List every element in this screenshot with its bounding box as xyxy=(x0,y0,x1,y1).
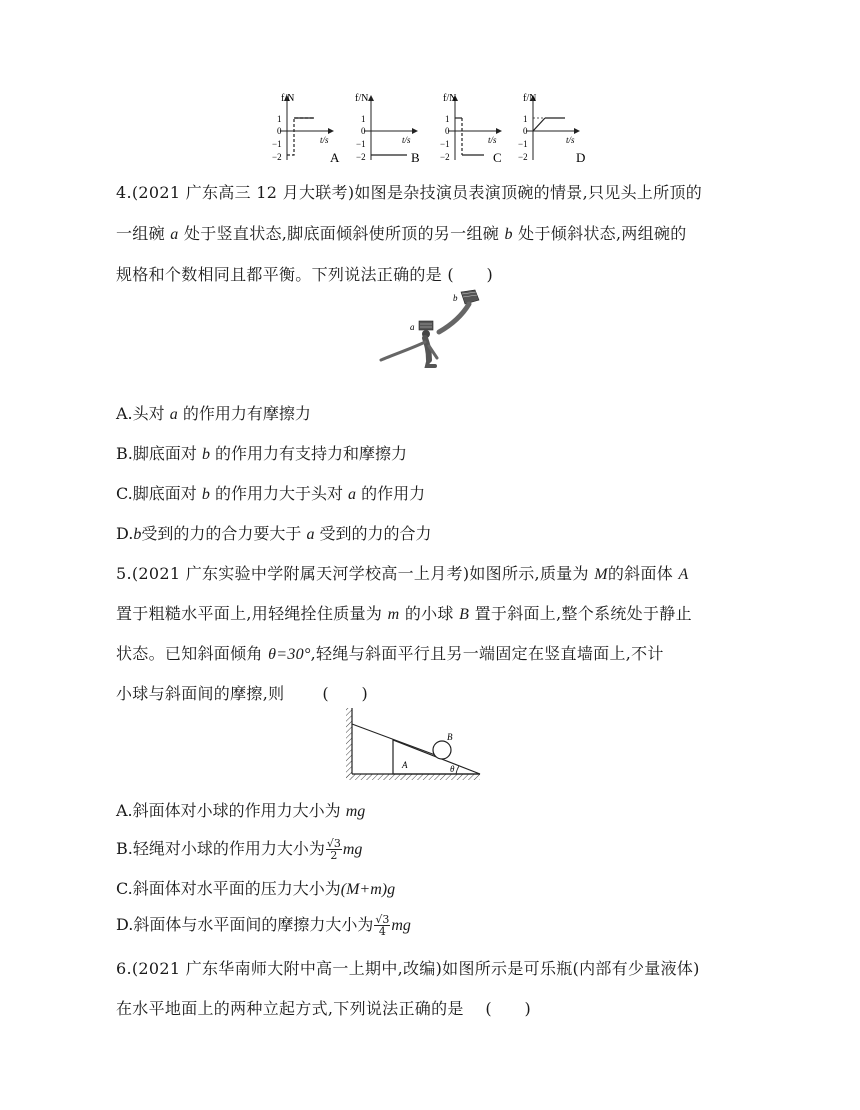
graph-letter: A xyxy=(330,150,340,165)
tick-0: 0 xyxy=(361,126,366,136)
x-axis-label: t/s xyxy=(402,135,411,145)
tick-neg2: −2 xyxy=(272,152,282,162)
q5-option-a[interactable]: A.斜面体对小球的作用力大小为 mg xyxy=(116,801,366,820)
tick-neg1: −1 xyxy=(356,139,366,149)
x-axis-label: t/s xyxy=(488,135,497,145)
rope xyxy=(352,724,438,756)
wall xyxy=(346,708,352,778)
tick-1: 1 xyxy=(277,114,282,124)
label-A: A xyxy=(402,760,408,770)
y-axis-label: f/N xyxy=(443,93,457,104)
label-theta: θ xyxy=(450,764,455,774)
y-axis-label: f/N xyxy=(355,93,369,104)
q4-line-3: 规格和个数相同且都平衡。下列说法正确的是 ( ) xyxy=(116,265,494,284)
graph-letter: D xyxy=(576,150,586,165)
fraction: $\frac{√3}{4}$ xyxy=(375,913,390,938)
graph-c xyxy=(440,93,502,165)
fraction: $\frac{√3}{2}$ xyxy=(326,837,341,862)
label-B: B xyxy=(447,732,453,742)
q6-line-1: 6.(2021 广东华南师大附中高一上期中,改编)如图所示是可乐瓶(内部有少量液体) xyxy=(116,959,700,978)
q4-option-b[interactable]: B.脚底面对 b 的作用力有支持力和摩擦力 xyxy=(116,444,408,463)
incline-figure xyxy=(346,704,496,784)
q5-line-1: 5.(2021 广东实验中学附属天河学校高一上月考)如图所示,质量为 M的斜面体 A xyxy=(116,564,689,583)
q4-line-1: 4.(2021 广东高三 12 月大联考)如图是杂技演员表演顶碗的情景,只见头上所顶的 xyxy=(116,183,703,202)
tick-neg2: −2 xyxy=(440,152,450,162)
ground xyxy=(346,774,480,780)
tick-0: 0 xyxy=(523,126,528,136)
graph-b xyxy=(355,93,420,165)
q6-line-2: 在水平地面上的两种立起方式,下列说法正确的是 ( ) xyxy=(116,999,532,1018)
acrobat-figure xyxy=(375,288,485,368)
label-b: b xyxy=(453,293,458,303)
var-a: a xyxy=(170,226,179,243)
tick-0: 0 xyxy=(445,126,450,136)
tick-neg1: −1 xyxy=(440,139,450,149)
y-axis-label: f/N xyxy=(523,93,537,104)
q5-line-4: 小球与斜面间的摩擦,则 ( ) xyxy=(116,684,369,703)
tick-0: 0 xyxy=(277,126,282,136)
q4-line-2: 一组碗 a 处于竖直状态,脚底面倾斜使所顶的另一组碗 b 处于倾斜状态,两组碗的 xyxy=(116,224,687,243)
ball xyxy=(433,741,451,759)
bowl-stack-a-icon xyxy=(419,321,433,330)
tick-neg2: −2 xyxy=(356,152,366,162)
tick-neg2: −2 xyxy=(518,152,528,162)
tick-1: 1 xyxy=(445,114,450,124)
graph-letter: C xyxy=(493,150,502,165)
q4-option-d[interactable]: D.b受到的力的合力要大于 a 受到的力的合力 xyxy=(116,524,432,543)
graph-d xyxy=(518,93,585,165)
q4-option-c[interactable]: C.脚底面对 b 的作用力大于头对 a 的作用力 xyxy=(116,484,426,503)
tick-neg1: −1 xyxy=(272,139,282,149)
graph-a xyxy=(272,93,340,165)
q5-line-2: 置于粗糙水平面上,用轻绳拴住质量为 m 的小球 B 置于斜面上,整个系统处于静止 xyxy=(116,604,692,623)
tick-1: 1 xyxy=(361,114,366,124)
y-axis-label: f/N xyxy=(281,93,295,104)
tick-1: 1 xyxy=(523,114,528,124)
q5-option-c[interactable]: C.斜面体对水平面的压力大小为(M+m)g xyxy=(116,879,396,898)
label-a: a xyxy=(410,322,415,332)
q4-option-a[interactable]: A.头对 a 的作用力有摩擦力 xyxy=(116,404,311,423)
var-b: b xyxy=(504,226,513,243)
graph-letter: B xyxy=(411,150,420,165)
force-time-graphs xyxy=(0,0,860,175)
q5-option-b[interactable]: B.轻绳对小球的作用力大小为 $\frac{√3}{2}$ mg xyxy=(116,837,363,862)
x-axis-label: t/s xyxy=(320,135,329,145)
tick-neg1: −1 xyxy=(518,139,528,149)
q5-line-3: 状态。已知斜面倾角 θ=30°,轻绳与斜面平行且另一端固定在竖直墙面上,不计 xyxy=(116,644,664,663)
x-axis-label: t/s xyxy=(566,135,575,145)
q5-option-d[interactable]: D.斜面体与水平面间的摩擦力大小为 $\frac{√3}{4}$ mg xyxy=(116,913,411,938)
